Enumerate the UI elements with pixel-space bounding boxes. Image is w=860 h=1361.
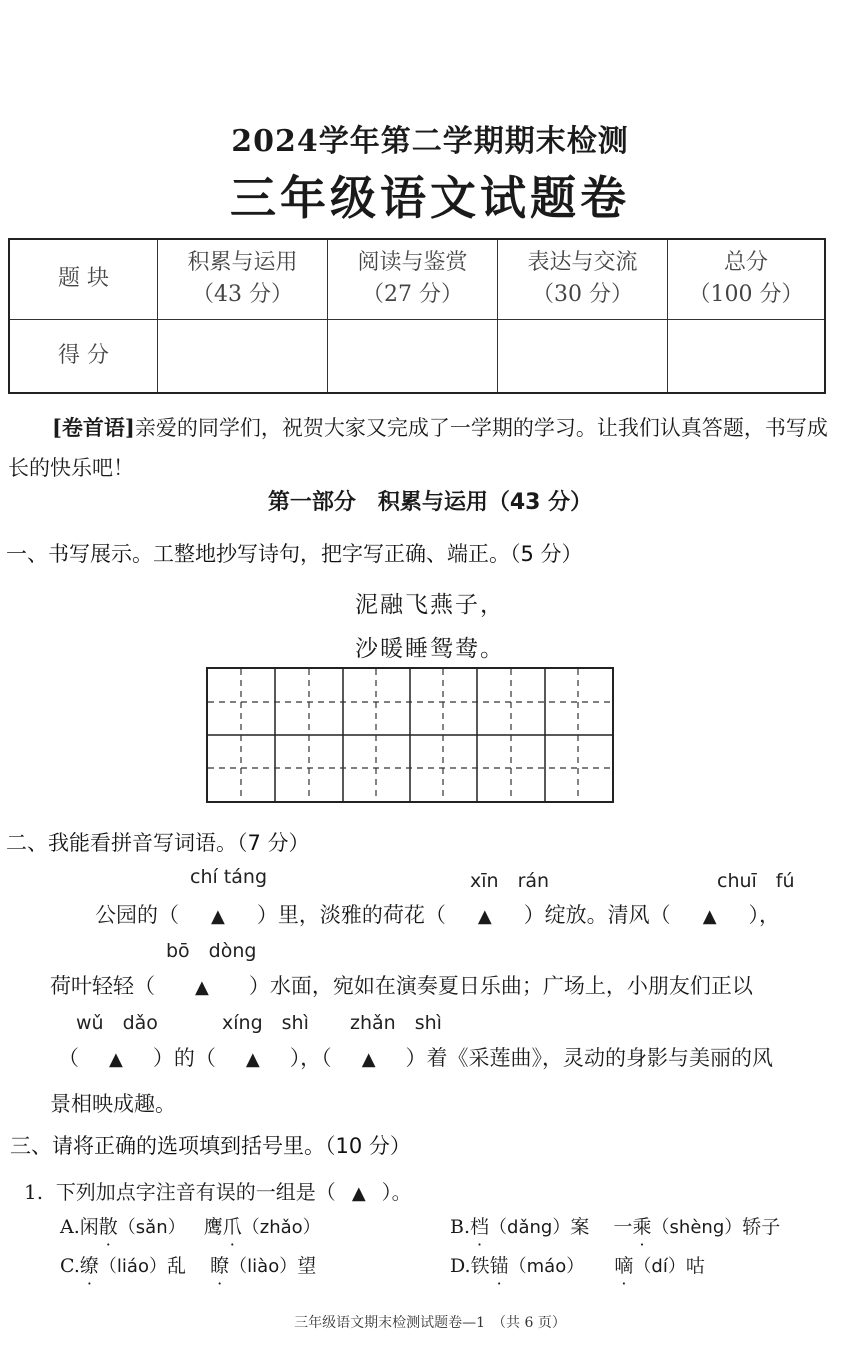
score-input-cell[interactable] — [158, 319, 328, 393]
q2-line-4: 景相映成趣。 — [50, 1092, 176, 1116]
answer-blank[interactable]: ▲ — [245, 1049, 260, 1070]
score-input-cell[interactable] — [498, 319, 668, 393]
score-table-header-row — [9, 239, 825, 319]
intro-paragraph — [8, 408, 838, 488]
q3-heading: 三、请将正确的选项填到括号里。（10 分） — [10, 1134, 411, 1158]
pinyin-xingshi: xíng shì — [222, 1012, 309, 1034]
score-table-cell: 得 分 — [9, 319, 158, 393]
score-table-cell: 总分 （100 分） — [668, 239, 826, 319]
q2-line-1: 公园的（ ▲ ）里，淡雅的荷花（ ▲ ）绽放。清风（ ▲ ）， — [95, 903, 781, 927]
answer-blank[interactable]: ▲ — [351, 1183, 366, 1204]
score-table-cell: 阅读与鉴赏 （27 分） — [328, 239, 498, 319]
option-c[interactable]: C.缭（liáo）乱 瞭（liào）望 — [60, 1255, 317, 1277]
part1-title: 第一部分 积累与运用（43 分） — [267, 490, 593, 515]
q2-heading: 二、我能看拼音写词语。（7 分） — [6, 831, 310, 855]
answer-blank[interactable]: ▲ — [109, 1049, 123, 1070]
option-b[interactable]: B.档（dǎng）案 一乘（shèng）轿子 — [450, 1216, 781, 1238]
answer-blank[interactable]: ▲ — [211, 906, 225, 927]
pinyin-zhanshi: zhǎn shì — [350, 1012, 442, 1034]
q2-line-3: （ ▲ ）的（ ▲ ），（ ▲ ）着《采莲曲》，灵动的身影与美丽的风 — [58, 1046, 774, 1070]
page-footer: 三年级语文期末检测试题卷—1 （共 6 页） — [294, 1315, 566, 1331]
pinyin-wudao: wǔ dǎo — [76, 1012, 158, 1034]
pinyin-bodong: bō dòng — [166, 940, 257, 962]
score-input-cell[interactable] — [668, 319, 826, 393]
score-table-score-row — [9, 319, 825, 393]
writing-grid-lines — [208, 669, 612, 801]
score-table-cell: 积累与运用 （43 分） — [158, 239, 328, 319]
answer-blank[interactable]: ▲ — [195, 977, 209, 998]
answer-blank[interactable]: ▲ — [702, 906, 717, 927]
intro-tag: [卷首语] — [52, 415, 135, 440]
poem-line-2: 沙暖睡鸳鸯。 — [355, 636, 505, 662]
exam-title: 三年级语文试题卷 — [230, 171, 630, 225]
option-d[interactable]: D.铁锚（máo） 嘀（dí）咕 — [450, 1255, 705, 1277]
score-input-cell[interactable] — [328, 319, 498, 393]
pinyin-chuifu: chuī fú — [717, 870, 795, 892]
answer-blank[interactable]: ▲ — [361, 1049, 376, 1070]
exam-subtitle: 2024学年第二学期期末检测 — [231, 124, 629, 159]
answer-blank[interactable]: ▲ — [477, 906, 492, 927]
option-a[interactable]: A.闲散（sǎn） 鹰爪（zhǎo） — [60, 1216, 321, 1238]
q1-heading: 一、书写展示。工整地抄写诗句，把字写正确、端正。（5 分） — [6, 542, 583, 566]
score-table-cell: 表达与交流 （30 分） — [498, 239, 668, 319]
pinyin-xinran: xīn rán — [470, 870, 550, 892]
q2-line-2: 荷叶轻轻（ ▲ ）水面，宛如在演奏夏日乐曲；广场上，小朋友们正以 — [50, 974, 753, 998]
q3-item-1: 1. 下列加点字注音有误的一组是（ ▲ ）。 — [24, 1180, 412, 1204]
poem-line-1: 泥融飞燕子， — [355, 592, 505, 618]
writing-grid[interactable] — [206, 667, 614, 803]
score-table-cell: 题 块 — [9, 239, 158, 319]
score-table — [8, 238, 826, 394]
intro-text: 亲爱的同学们，祝贺大家又完成了一学期的学习。让我们认真答题，书写成长的快乐吧！ — [8, 416, 828, 480]
pinyin-chitang: chí táng — [190, 866, 268, 888]
